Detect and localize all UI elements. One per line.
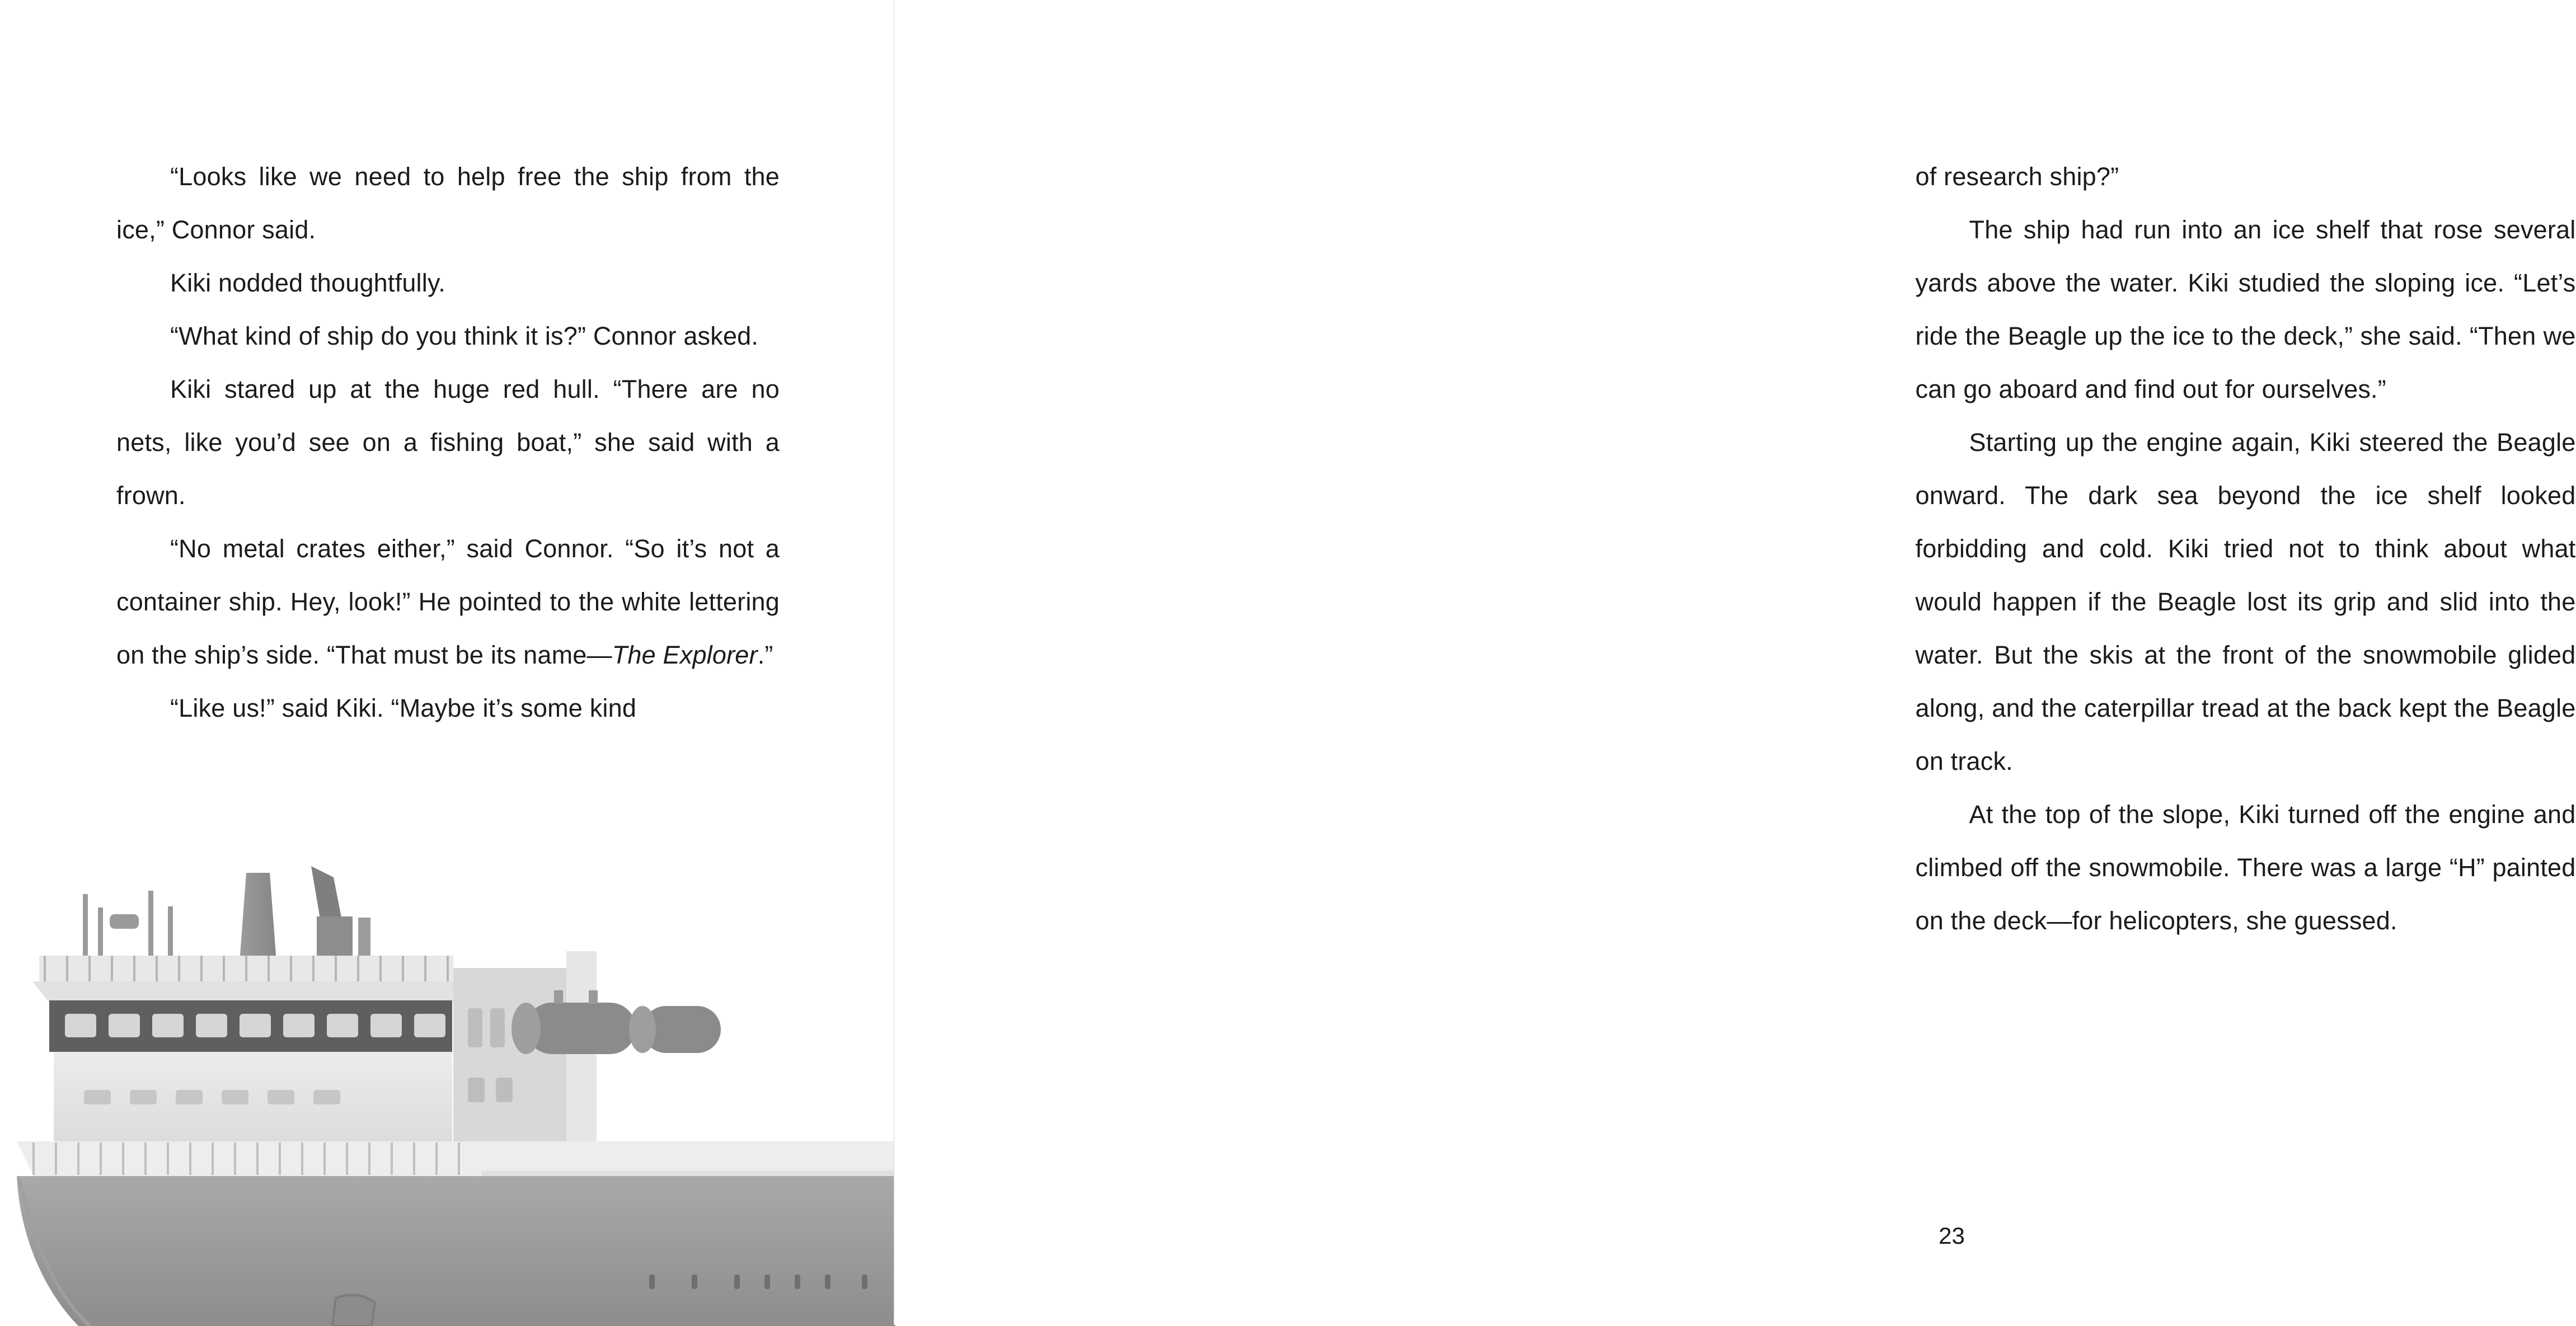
ship-name-italic: The Explorer xyxy=(612,641,758,669)
deck-shelf xyxy=(32,981,459,1001)
hull xyxy=(17,1176,895,1326)
paragraph: At the top of the slope, Kiki turned off the engine and climbed off the snowmobile. There was a large “H” painted on the deck—for helicopters, she guessed. xyxy=(1915,800,2576,935)
page-number: 23 xyxy=(1939,1222,1965,1249)
anchor-hatch xyxy=(332,1295,375,1326)
left-page xyxy=(0,0,894,1325)
ship-illustration xyxy=(0,856,895,1326)
funnel-secondary-base xyxy=(317,916,353,959)
bridge-windows xyxy=(65,1014,445,1037)
aft-tower xyxy=(453,968,571,1147)
paragraph: Starting up the engine again, Kiki steered the Beagle onward. The dark sea beyond the ice shelf looked forbidding and cold. Kiki tried not to think about what would happen if the Beagle lost its grip and slid into the water. But the skis at the front of the snowmobile glided along, and the caterpillar tread at the back kept the Beagle on track. xyxy=(1915,428,2576,775)
deck-tank-second xyxy=(629,1006,721,1053)
right-page-text-column xyxy=(1916,150,2576,947)
vent-pipe xyxy=(358,918,370,960)
funnel-main xyxy=(240,873,276,962)
left-page-text-column xyxy=(116,150,780,735)
ship-illustration-svg xyxy=(0,856,895,1326)
paragraph-with-ship-name xyxy=(116,522,780,681)
paragraph: The ship had run into an ice shelf that rose several yards above the water. Kiki studied the sloping ice. “Let’s ride the Beagle up the ice to the deck,” she said. “Then we can go aboard and find out for ourselves.” xyxy=(1915,215,2576,403)
paragraph-trailing: .” xyxy=(757,641,773,669)
paragraph: Kiki stared up at the huge red hull. “There are no nets, like you’d see on a fishing boat,” she said with a frown. xyxy=(116,375,780,510)
right-page xyxy=(894,0,2576,1325)
paragraph: Kiki nodded thoughtfully. xyxy=(170,269,446,297)
mast-group xyxy=(83,891,173,957)
superstructure xyxy=(54,1052,452,1141)
paragraph: “Looks like we need to help free the ship from the ice,” Connor said. xyxy=(116,162,780,244)
paragraph: “What kind of ship do you think it is?” Connor asked. xyxy=(170,322,759,350)
paragraph: “Like us!” said Kiki. “Maybe it’s some kind xyxy=(170,694,637,722)
paragraph-continuation: of research ship?” xyxy=(1915,162,2119,191)
funnel-secondary xyxy=(311,866,342,923)
paragraph-text: “No metal crates either,” said Connor. “So it’s not a container ship. Hey, look!” He pointed to the white lettering on the ship’s side. “That must be its name— xyxy=(116,534,780,669)
